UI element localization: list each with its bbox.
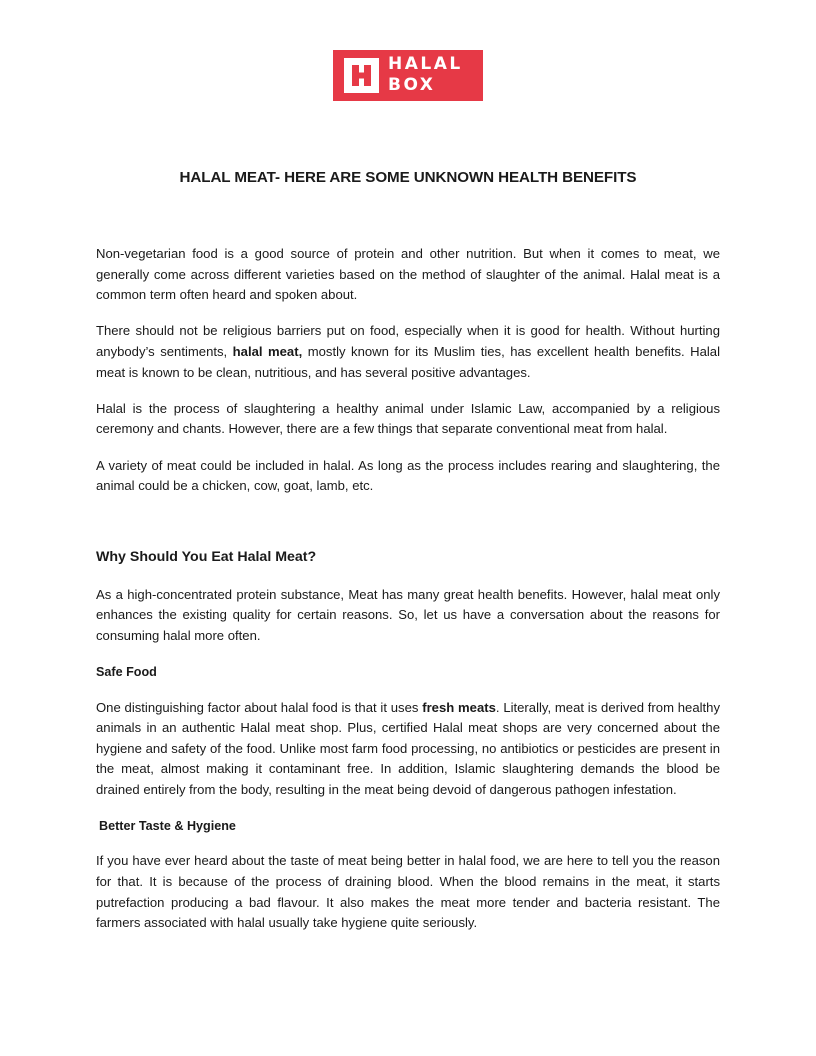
taste-paragraph: If you have ever heard about the taste of meat being better in halal food, we are here to tell you the reason for that. It is because of the process of draining blood. When the blood remains in the meat, it starts putrefaction producing a bad flavour. It also makes the meat more tender and bacteria resistant. The farmers associated with halal usually take hygiene quite seriously. <box>96 853 720 931</box>
logo-wordmark <box>388 54 463 96</box>
intro-paragraph-2 <box>96 321 720 383</box>
intro-p2-text-start: There should not be religious barriers put on food, especially when it is good for health. Without hurting anybody’s sentiments, <box>96 323 720 359</box>
safe-food-bold: fresh meats <box>422 699 496 715</box>
page-title: HALAL MEAT- HERE ARE SOME UNKNOWN HEALTH BENEFITS <box>179 169 637 186</box>
intro-p2-bold: halal meat, <box>232 343 303 359</box>
intro-paragraph-4: A variety of meat could be included in halal. As long as the process includes rearing and slaughtering, the animal could be a chicken, cow, goat, lamb, etc. <box>96 457 720 494</box>
logo-line-1: HALAL <box>388 54 463 74</box>
article-body <box>96 244 720 934</box>
logo-line-2: BOX <box>388 75 436 95</box>
intro-paragraph-1: Non-vegetarian food is a good source of protein and other nutrition. But when it comes to meat, we generally come across different varieties based on the method of slaughter of the animal. Halal meat is a common term often heard and spoken about. <box>96 246 720 303</box>
halal-box-logo <box>333 50 483 101</box>
taste-heading: Better Taste & Hygiene <box>99 819 236 834</box>
why-heading: Why Should You Eat Halal Meat? <box>96 548 317 565</box>
intro-paragraph-3: Halal is the process of slaughtering a healthy animal under Islamic Law, accompanied by a religious ceremony and chants. However, there are a few things that separate conventional meat from halal. <box>96 400 720 437</box>
safe-food-text-start: One distinguishing factor about halal food is that it uses <box>96 699 423 715</box>
why-paragraph: As a high-concentrated protein substance, Meat has many great health benefits. However, halal meat only enhances the existing quality for certain reasons. So, let us have a conversation about the reasons for consuming halal more often. <box>96 586 720 643</box>
safe-food-heading: Safe Food <box>96 664 157 679</box>
safe-food-paragraph <box>96 698 720 801</box>
logo-h-icon <box>344 58 379 93</box>
safe-food-text-end: . Literally, meat is derived from healthy animals in an authentic Halal meat shop. Plus, certified Halal meat shops are very concerned about the hygiene and safety of the food. Unlike most farm food processing, no antibiotics or pesticides are present in the meat, almost making it contaminant free. In addition, Islamic slaughtering demands the blood be drained entirely from the body, resulting in the meat being devoid of dangerous pathogen infestation. <box>96 699 721 797</box>
intro-p2-text-end: mostly known for its Muslim ties, has excellent health benefits. Halal meat is known to be clean, nutritious, and has several positive advantages. <box>96 343 720 380</box>
